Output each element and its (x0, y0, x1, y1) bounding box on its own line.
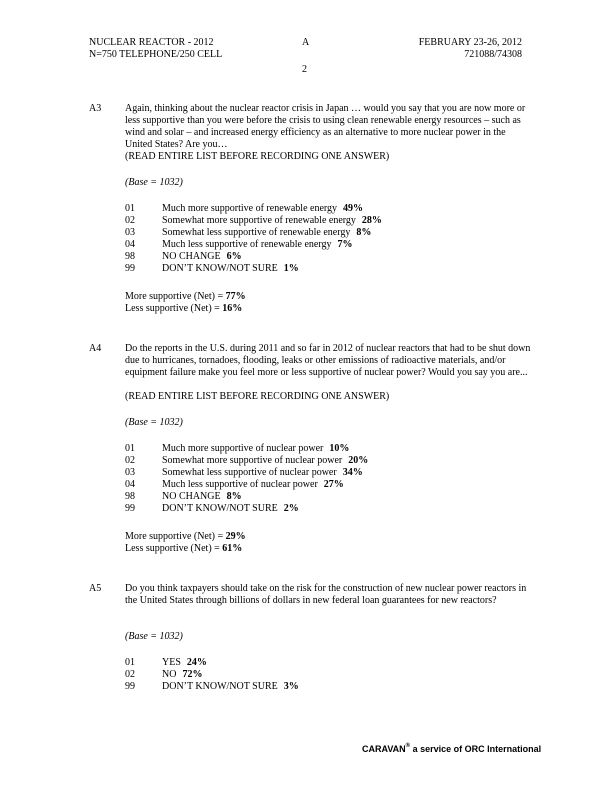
question-text: Again, thinking about the nuclear reactor crisis in Japan … would you say that you are now more or less supportive than you were before the crisis to using clean renewable energy resources – such as wind and solar – and increased energy efficiency as an alternative to more nuclear power in the United States? Are you… (125, 103, 526, 150)
net-less-supportive: Less supportive (Net) = 16% (125, 303, 243, 314)
answer-option: 04 Much less supportive of renewable energy 7% (125, 239, 353, 250)
answer-option: 99 DON’T KNOW/NOT SURE 2% (125, 503, 299, 514)
answer-option: 02 NO 72% (125, 669, 203, 680)
page-number: 2 (302, 64, 307, 75)
question-instruction: (READ ENTIRE LIST BEFORE RECORDING ONE ANSWER) (125, 391, 390, 402)
base-note: (Base = 1032) (125, 177, 183, 188)
footer-branding: CARAVAN® a service of ORC International (362, 743, 542, 754)
header-right-line1: FEBRUARY 23-26, 2012 (418, 37, 522, 48)
answer-option: 99 DON’T KNOW/NOT SURE 1% (125, 263, 299, 274)
base-note: (Base = 1032) (125, 631, 183, 642)
question-number: A5 (89, 583, 102, 594)
header-right-line2: 721088/74308 (464, 49, 522, 60)
question-text: Do the reports in the U.S. during 2011 and so far in 2012 of nuclear reactors that had to be shut down due to hurricanes, tornadoes, flooding, leaks or other emissions of radioactive materials, and/or equipment failure make you feel more or less supportive of nuclear power? Would you say you are... (125, 343, 531, 378)
net-more-supportive: More supportive (Net) = 29% (125, 531, 246, 542)
answer-option: 04 Much less supportive of nuclear power 27% (125, 479, 344, 490)
question-instruction: (READ ENTIRE LIST BEFORE RECORDING ONE ANSWER) (125, 151, 390, 162)
question-number: A4 (89, 343, 102, 354)
base-note: (Base = 1032) (125, 417, 183, 428)
question-number: A3 (89, 103, 102, 114)
header-center-letter: A (302, 37, 310, 48)
header-left-line1: NUCLEAR REACTOR - 2012 (89, 37, 214, 48)
answer-option: 02 Somewhat more supportive of nuclear power 20% (125, 455, 369, 466)
answer-option: 98 NO CHANGE 8% (125, 491, 242, 502)
answer-option: 03 Somewhat less supportive of renewable energy 8% (125, 227, 372, 238)
answer-option: 99 DON’T KNOW/NOT SURE 3% (125, 681, 299, 692)
answer-option: 01 YES 24% (125, 657, 207, 668)
answer-option: 98 NO CHANGE 6% (125, 251, 242, 262)
answer-option: 01 Much more supportive of renewable energy 49% (125, 203, 364, 214)
answer-option: 01 Much more supportive of nuclear power 10% (125, 443, 350, 454)
question-text: Do you think taxpayers should take on the risk for the construction of new nuclear power reactors in the United States through billions of dollars in new federal loan guarantees for new reactors? (125, 583, 527, 606)
net-more-supportive: More supportive (Net) = 77% (125, 291, 246, 302)
answer-option: 03 Somewhat less supportive of nuclear power 34% (125, 467, 363, 478)
answer-option: 02 Somewhat more supportive of renewable energy 28% (125, 215, 382, 226)
header-left-line2: N=750 TELEPHONE/250 CELL (89, 49, 223, 60)
net-less-supportive: Less supportive (Net) = 61% (125, 543, 243, 554)
